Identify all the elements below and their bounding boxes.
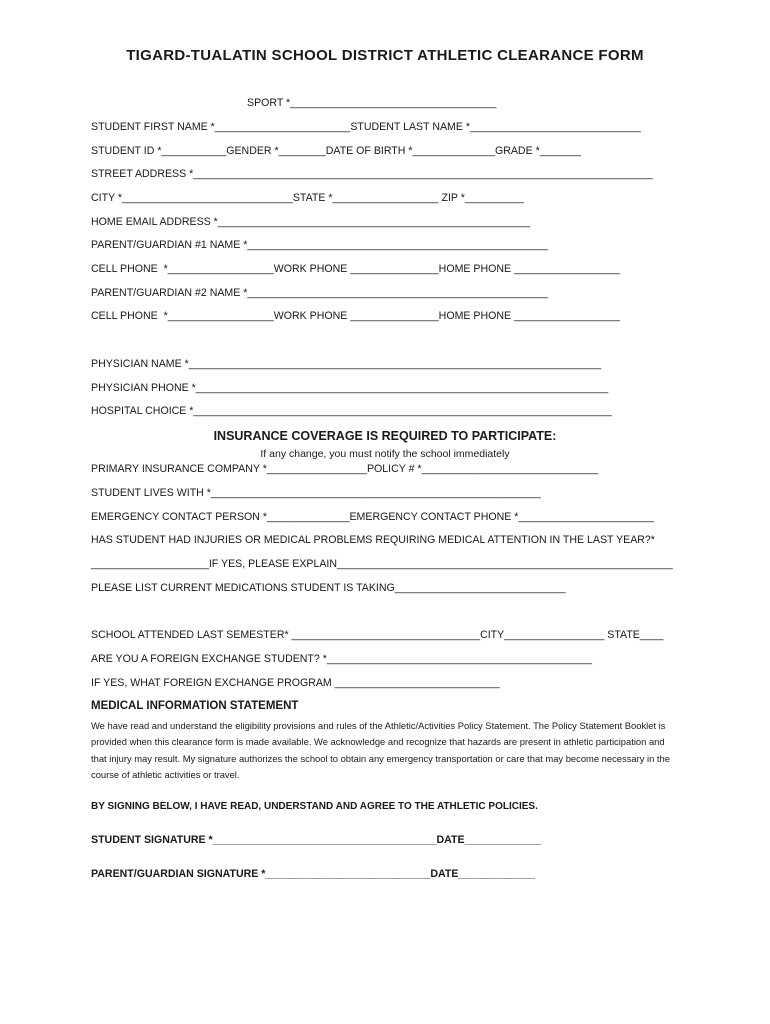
hospital-choice-field[interactable]: HOSPITAL CHOICE *_______________________________________________________________________ [91, 405, 612, 417]
city-state-zip-fields[interactable]: CITY *_____________________________STATE *__________________ ZIP *__________ [91, 192, 524, 204]
insurance-heading: INSURANCE COVERAGE IS REQUIRED TO PARTICIPATE: [213, 429, 557, 443]
insurance-notice: If any change, you must notify the school immediately [260, 448, 510, 460]
agreement-statement: BY SIGNING BELOW, I HAVE READ, UNDERSTAND AND AGREE TO THE ATHLETIC POLICIES. [91, 801, 538, 812]
street-address-field[interactable]: STREET ADDRESS *______________________________________________________________________________ [91, 168, 653, 180]
student-name-fields[interactable]: STUDENT FIRST NAME *_______________________STUDENT LAST NAME *_____________________________ [91, 121, 641, 133]
home-email-field[interactable]: HOME EMAIL ADDRESS *_____________________________________________________ [91, 216, 531, 228]
medications-field[interactable]: PLEASE LIST CURRENT MEDICATIONS STUDENT IS TAKING_____________________________ [91, 582, 566, 594]
form-title: TIGARD-TUALATIN SCHOOL DISTRICT ATHLETIC CLEARANCE FORM [126, 47, 644, 64]
physician-name-field[interactable]: PHYSICIAN NAME *______________________________________________________________________ [91, 358, 602, 370]
medical-statement-text: We have read and understand the eligibility provisions and rules of the Athletic/Activities Policy Statement. The Policy Statement Booklet is provided when this clearance form is made available. We acknowledge and recognize that hazards are present in athletic participation and that injury may result. My signature authorizes the school to obtain any emergency transportation or care that may become necessary in the course of athletic activities or travel. [91, 720, 670, 780]
student-lives-with-field[interactable]: STUDENT LIVES WITH *________________________________________________________ [91, 487, 541, 499]
injuries-question: HAS STUDENT HAD INJURIES OR MEDICAL PROBLEMS REQUIRING MEDICAL ATTENTION IN THE LAST YEAR?* [91, 534, 655, 546]
guardian2-phone-fields[interactable]: CELL PHONE *__________________WORK PHONE _______________HOME PHONE __________________ [91, 310, 621, 322]
medical-statement-title: MEDICAL INFORMATION STATEMENT [91, 700, 299, 712]
school-attended-fields[interactable]: SCHOOL ATTENDED LAST SEMESTER* ________________________________CITY_________________ STATE____ [91, 629, 664, 641]
student-id-fields[interactable]: STUDENT ID *___________GENDER *________DATE OF BIRTH *______________GRADE *_______ [91, 145, 581, 157]
student-signature-field[interactable]: STUDENT SIGNATURE *______________________________________DATE_____________ [91, 834, 542, 846]
injuries-explain-field[interactable]: ____________________IF YES, PLEASE EXPLAIN_________________________________________________________ [91, 558, 673, 570]
parent-signature-field[interactable]: PARENT/GUARDIAN SIGNATURE *____________________________DATE_____________ [91, 868, 536, 880]
emergency-contact-fields[interactable]: EMERGENCY CONTACT PERSON *______________EMERGENCY CONTACT PHONE *_______________________ [91, 511, 654, 523]
primary-insurance-fields[interactable]: PRIMARY INSURANCE COMPANY *_________________POLICY # *______________________________ [91, 463, 599, 475]
guardian1-name-field[interactable]: PARENT/GUARDIAN #1 NAME *___________________________________________________ [91, 239, 548, 251]
foreign-exchange-field[interactable]: ARE YOU A FOREIGN EXCHANGE STUDENT? *_____________________________________________ [91, 653, 592, 665]
sport-field[interactable]: SPORT *___________________________________ [247, 97, 497, 109]
physician-phone-field[interactable]: PHYSICIAN PHONE *______________________________________________________________________ [91, 382, 609, 394]
guardian2-name-field[interactable]: PARENT/GUARDIAN #2 NAME *___________________________________________________ [91, 287, 548, 299]
exchange-program-field[interactable]: IF YES, WHAT FOREIGN EXCHANGE PROGRAM ____________________________ [91, 677, 500, 689]
guardian1-phone-fields[interactable]: CELL PHONE *__________________WORK PHONE _______________HOME PHONE __________________ [91, 263, 621, 275]
